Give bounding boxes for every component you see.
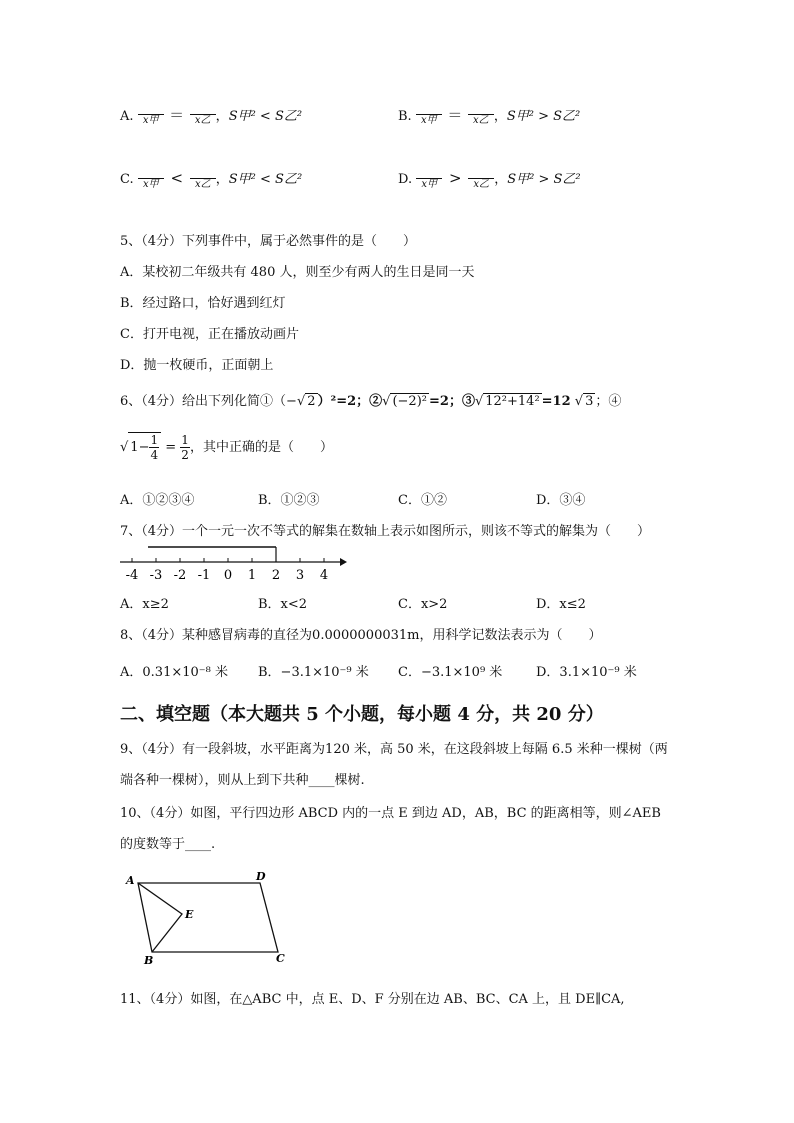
q7-stem: 7、（4分）一个一元一次不等式的解集在数轴上表示如图所示，则该不等式的解集为（ ） bbox=[120, 524, 651, 539]
q7-option-c: C．x>2 bbox=[398, 597, 448, 612]
number-line-label: 4 bbox=[319, 568, 329, 583]
q6-tail3: =12 bbox=[541, 394, 571, 409]
q4-option-d bbox=[398, 168, 581, 191]
q6-tail4: ；④ bbox=[595, 394, 622, 409]
relation: ＝ bbox=[169, 106, 185, 124]
q8-option-b: B．−3.1×10⁻⁹ 米 bbox=[258, 665, 369, 680]
comma: ， bbox=[215, 109, 229, 124]
q6-stem-line2: √ 1− $\frac{1}{4}$ = $\frac{1}{2}$ ，其中正确的是（ ） bbox=[120, 433, 333, 462]
comma: ， bbox=[493, 109, 507, 124]
label-b: B bbox=[144, 954, 154, 967]
x-bar-yi: x乙 bbox=[190, 168, 216, 191]
label-a: A bbox=[126, 874, 135, 887]
sqrt-2: 2 bbox=[307, 394, 316, 409]
option-label: A. bbox=[120, 109, 134, 124]
number-line-label: 3 bbox=[295, 568, 305, 583]
number-line bbox=[118, 542, 348, 584]
option-label: C. bbox=[120, 172, 134, 187]
q11-line1: 11、（4分）如图，在△ABC 中，点 E、D、F 分别在边 AB、BC、CA 上，且 DE∥CA, bbox=[120, 992, 625, 1007]
variance-text: S甲² < S乙² bbox=[228, 172, 303, 187]
sqrt-neg2-sq: (−2)² bbox=[392, 394, 427, 409]
q5-option-c: C．打开电视，正在播放动画片 bbox=[120, 327, 299, 342]
x-bar-jia: x甲 bbox=[138, 104, 164, 127]
q4-option-b bbox=[398, 104, 580, 127]
number-line-label: -3 bbox=[149, 568, 163, 583]
q6-option-a: A．①②③④ bbox=[120, 493, 195, 508]
q6-tail1: ）²=2；② bbox=[317, 394, 383, 409]
q8-option-d: D．3.1×10⁻⁹ 米 bbox=[536, 665, 637, 680]
q9-line2: 端各种一棵树），则从上到下共种____棵树. bbox=[120, 773, 365, 788]
x-bar-yi: x乙 bbox=[468, 168, 494, 191]
minus: − bbox=[286, 394, 297, 409]
q9-line1: 9、（4分）有一段斜坡，水平距离为120 米，高 50 米，在这段斜坡上每隔 6.5 米种一棵树（两 bbox=[120, 742, 668, 757]
number-line-label: -4 bbox=[125, 568, 139, 583]
label-e: E bbox=[185, 908, 194, 921]
number-line-label: 2 bbox=[271, 568, 281, 583]
q8-option-a: A．0.31×10⁻⁸ 米 bbox=[120, 665, 228, 680]
variance-text: S甲² < S乙² bbox=[228, 109, 303, 124]
q10-line1: 10、（4分）如图，平行四边形 ABCD 内的一点 E 到边 AD，AB，BC 的距离相等，则∠AEB bbox=[120, 806, 661, 821]
number-line-label: 0 bbox=[223, 568, 233, 583]
x-bar-jia: x甲 bbox=[416, 168, 442, 191]
q4-option-c bbox=[120, 168, 302, 191]
sqrt-3: 3 bbox=[585, 394, 594, 409]
option-label: B. bbox=[398, 109, 412, 124]
sqrt-sum: 12²+14² bbox=[485, 394, 540, 409]
label-c: C bbox=[276, 952, 285, 965]
q7-option-b: B．x<2 bbox=[258, 597, 308, 612]
q5-stem: 5、（4分）下列事件中，属于必然事件的是（ ） bbox=[120, 234, 417, 249]
equals: = bbox=[165, 440, 177, 455]
fraction-half: $\frac{1}{2}$ bbox=[181, 433, 189, 462]
comma: ， bbox=[494, 172, 508, 187]
q8-stem: 8、（4分）某种感冒病毒的直径为0.0000000031m，用科学记数法表示为（ ） bbox=[120, 628, 602, 643]
comma: ， bbox=[215, 172, 229, 187]
x-bar-jia: x甲 bbox=[416, 104, 442, 127]
q6-prefix: 6、（4分）给出下列化简①（ bbox=[120, 394, 287, 409]
q6-tail2: =2；③ bbox=[429, 394, 475, 409]
q5-option-a: A．某校初二年级共有 480 人，则至少有两人的生日是同一天 bbox=[120, 265, 475, 280]
q7-option-d: D．x≤2 bbox=[536, 597, 586, 612]
q6-stem-line1: 6、（4分）给出下列化简①（−√ 2 ）²=2；②√ (−2)² =2；③√ 12²+14² =12 √ 3 ；④ bbox=[120, 394, 622, 409]
q10-line2: 的度数等于____. bbox=[120, 837, 216, 852]
q6-option-c: C．①② bbox=[398, 493, 447, 508]
number-line-label: -1 bbox=[197, 568, 211, 583]
number-line-label: 1 bbox=[247, 568, 257, 583]
parallelogram-figure bbox=[120, 868, 300, 968]
option-label: D. bbox=[398, 172, 413, 187]
variance-text: S甲² > S乙² bbox=[506, 109, 581, 124]
relation: ＝ bbox=[447, 106, 463, 124]
q8-option-c: C．−3.1×10⁹ 米 bbox=[398, 665, 503, 680]
q7-option-a: A．x≥2 bbox=[120, 597, 169, 612]
section-heading: 二、填空题（本大题共 5 个小题，每小题 4 分，共 20 分） bbox=[120, 704, 604, 725]
label-d: D bbox=[256, 870, 266, 883]
q6-option-d: D．③④ bbox=[536, 493, 586, 508]
variance-text: S甲² > S乙² bbox=[507, 172, 581, 187]
q5-option-d: D．抛一枚硬币，正面朝上 bbox=[120, 358, 274, 373]
q6-option-b: B．①②③ bbox=[258, 493, 320, 508]
x-bar-yi: x乙 bbox=[468, 104, 494, 127]
sqrt-one-minus-quarter: 1− $\frac{1}{4}$ bbox=[128, 432, 161, 462]
q6-tail5: ，其中正确的是（ ） bbox=[189, 440, 333, 455]
q4-option-a bbox=[120, 104, 302, 127]
x-bar-jia: x甲 bbox=[138, 168, 164, 191]
relation: < bbox=[170, 169, 184, 187]
relation: > bbox=[448, 169, 462, 187]
q5-option-b: B．经过路口，恰好遇到红灯 bbox=[120, 296, 286, 311]
number-line-label: -2 bbox=[173, 568, 187, 583]
x-bar-yi: x乙 bbox=[190, 104, 216, 127]
